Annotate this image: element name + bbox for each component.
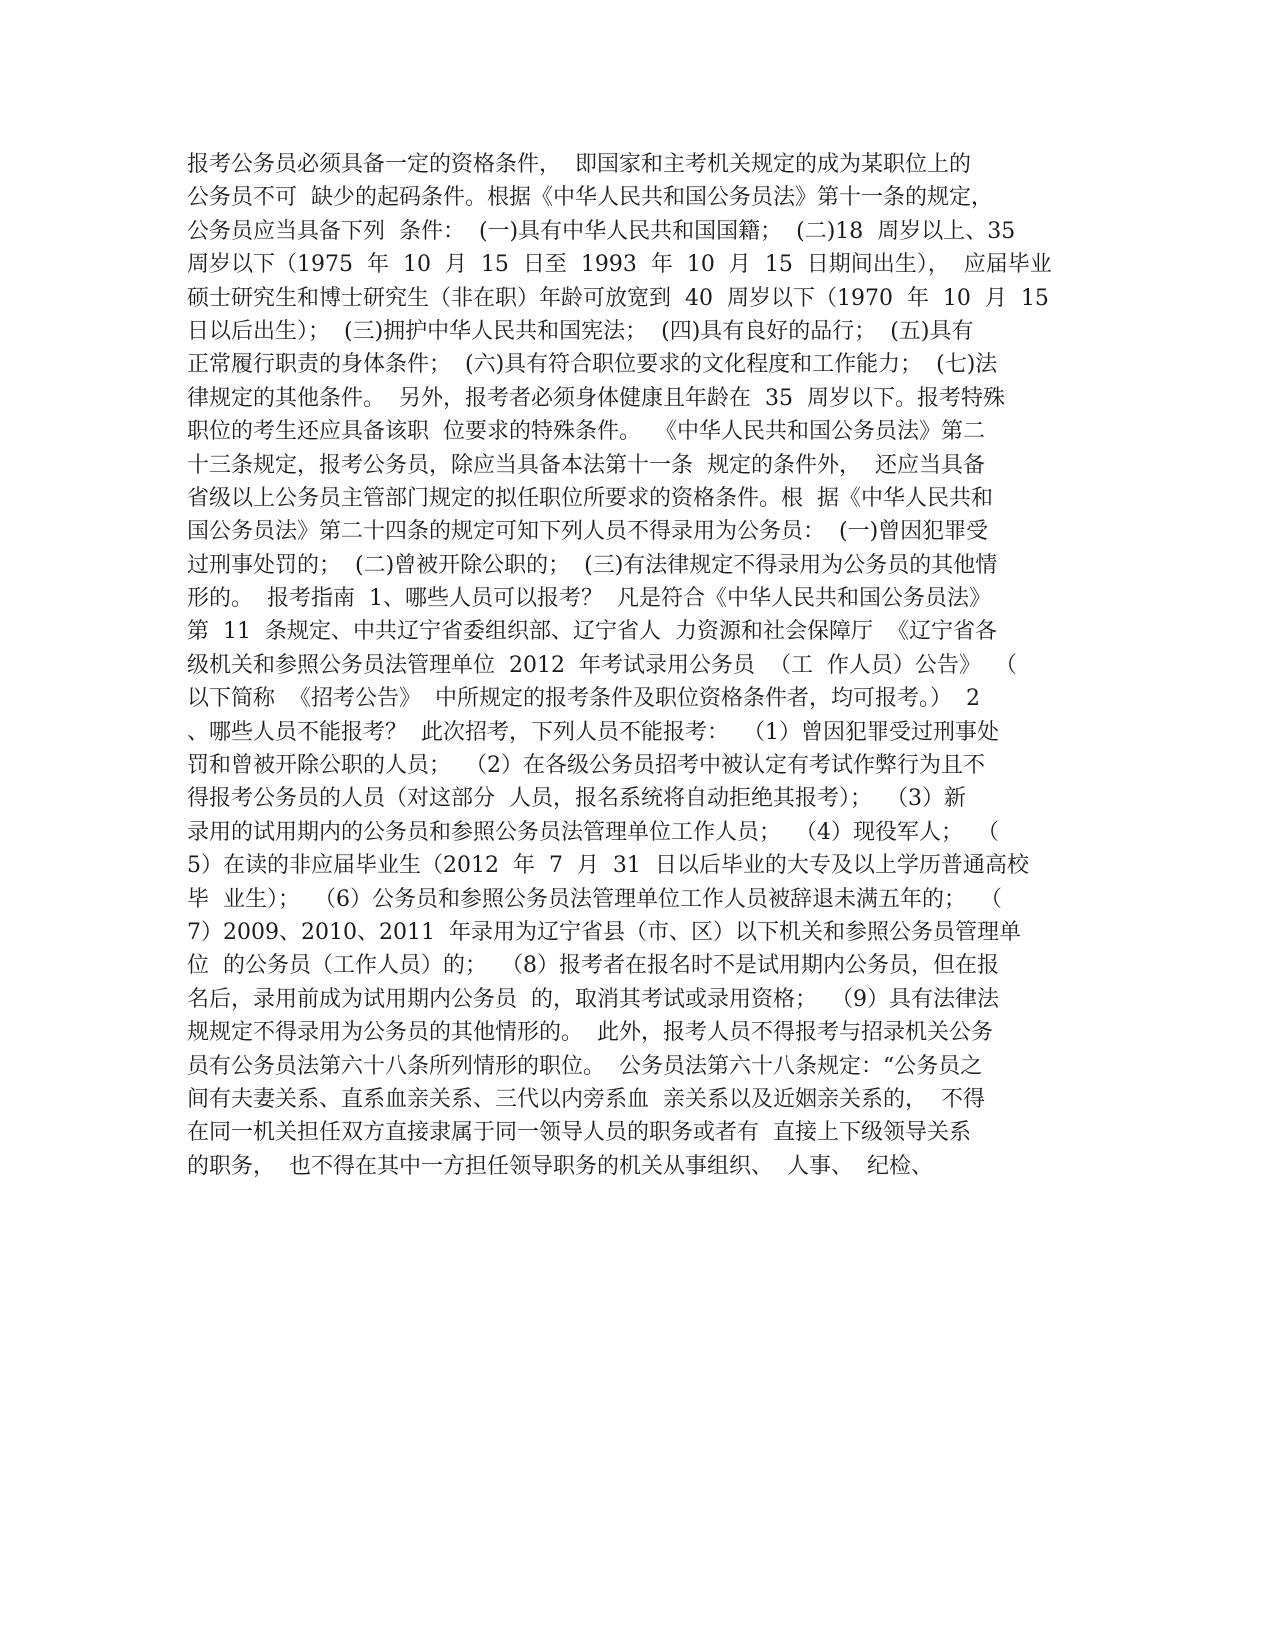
text-line: 律规定的其他条件。 另外，报考者必须身体健康且年龄在 35 周岁以下。报考特殊 (187, 385, 1005, 411)
text-line: 硕士研究生和博士研究生（非在职）年龄可放宽到 40 周岁以下（1970 年 10 月 15 (187, 285, 1049, 311)
text-line: 日以后出生）； (三)拥护中华人民共和国宪法； (四)具有良好的品行； (五)具有 (187, 318, 974, 344)
text-line: 在同一机关担任双方直接隶属于同一领导人员的职务或者有 直接上下级领导关系 (187, 1120, 971, 1146)
text-line: 形的。 报考指南 1、哪些人员可以报考？ 凡是符合《中华人民共和国公务员法》 (187, 586, 991, 612)
text-line: 得报考公务员的人员（对这部分 人员，报名系统将自动拒绝其报考）； （3）新 (187, 786, 966, 812)
text-line: 公务员应当具备下列 条件： (一)具有中华人民共和国国籍； (二)18 周岁以上、35 (187, 218, 1016, 244)
text-line: 间有夫妻关系、直系血亲关系、三代以内旁系血 亲关系以及近姻亲关系的， 不得 (187, 1086, 985, 1112)
body-text (187, 148, 1127, 1183)
text-line: 周岁以下（1975 年 10 月 15 日至 1993 年 10 月 15 日期间出生）， 应届毕业 (187, 252, 1052, 278)
text-line: 位 的公务员（工作人员）的； （8）报考者在报名时不是试用期内公务员，但在报 (187, 953, 999, 979)
text-line: 毕 业生）； （6）公务员和参照公务员法管理单位工作人员被辞退未满五年的； （ (187, 886, 1002, 912)
text-line: 名后，录用前成为试用期内公务员 的，取消其考试或录用资格； （9）具有法律法 (187, 986, 999, 1012)
text-line: 过刑事处罚的； (二)曾被开除公职的； (三)有法律规定不得录用为公务员的其他情 (187, 552, 998, 578)
text-line: 公务员不可 缺少的起码条件。根据《中华人民共和国公务员法》第十一条的规定， (187, 185, 993, 211)
text-line: 规规定不得录用为公务员的其他情形的。 此外，报考人员不得报考与招录机关公务 (187, 1020, 993, 1046)
text-line: 职位的考生还应具备该职 位要求的特殊条件。 《中华人民共和国公务员法》第二 (187, 419, 985, 445)
text-line: 国公务员法》第二十四条的规定可知下列人员不得录用为公务员： (一)曾因犯罪受 (187, 519, 989, 545)
text-line: 员有公务员法第六十八条所列情形的职位。 公务员法第六十八条规定：“公务员之 (187, 1053, 983, 1079)
text-line: 5）在读的非应届毕业生（2012 年 7 月 31 日以后毕业的大专及以上学历普通高校 (187, 853, 1029, 879)
text-line: 罚和曾被开除公职的人员； （2）在各级公务员招考中被认定有考试作弊行为且不 (187, 753, 985, 779)
text-line: 7）2009、2010、2011 年录用为辽宁省县（市、区）以下机关和参照公务员管理单 (187, 919, 1021, 945)
text-line: 正常履行职责的身体条件； (六)具有符合职位要求的文化程度和工作能力； (七)法 (187, 352, 998, 378)
text-line: 以下简称 《招考公告》 中所规定的报考条件及职位资格条件者，均可报考。） 2 (187, 686, 980, 712)
text-line: 录用的试用期内的公务员和参照公务员法管理单位工作人员； （4）现役军人； （ (187, 819, 999, 845)
text-line: 级机关和参照公务员法管理单位 2012 年考试录用公务员 （工 作人员）公告》 （ (187, 652, 1017, 678)
text-line: 报考公务员必须具备一定的资格条件， 即国家和主考机关规定的成为某职位上的 (187, 152, 971, 177)
text-line: 第 11 条规定、中共辽宁省委组织部、辽宁省人 力资源和社会保障厅 《辽宁省各 (187, 619, 997, 645)
text-line: 省级以上公务员主管部门规定的拟任职位所要求的资格条件。根 据《中华人民共和 (187, 485, 993, 511)
text-line: 、哪些人员不能报考？ 此次招考，下列人员不能报考： （1）曾因犯罪受过刑事处 (187, 719, 999, 745)
text-line: 十三条规定，报考公务员，除应当具备本法第十一条 规定的条件外， 还应当具备 (187, 452, 985, 478)
text-line: 的职务， 也不得在其中一方担任领导职务的机关从事组织、 人事、 纪检、 (187, 1153, 933, 1179)
